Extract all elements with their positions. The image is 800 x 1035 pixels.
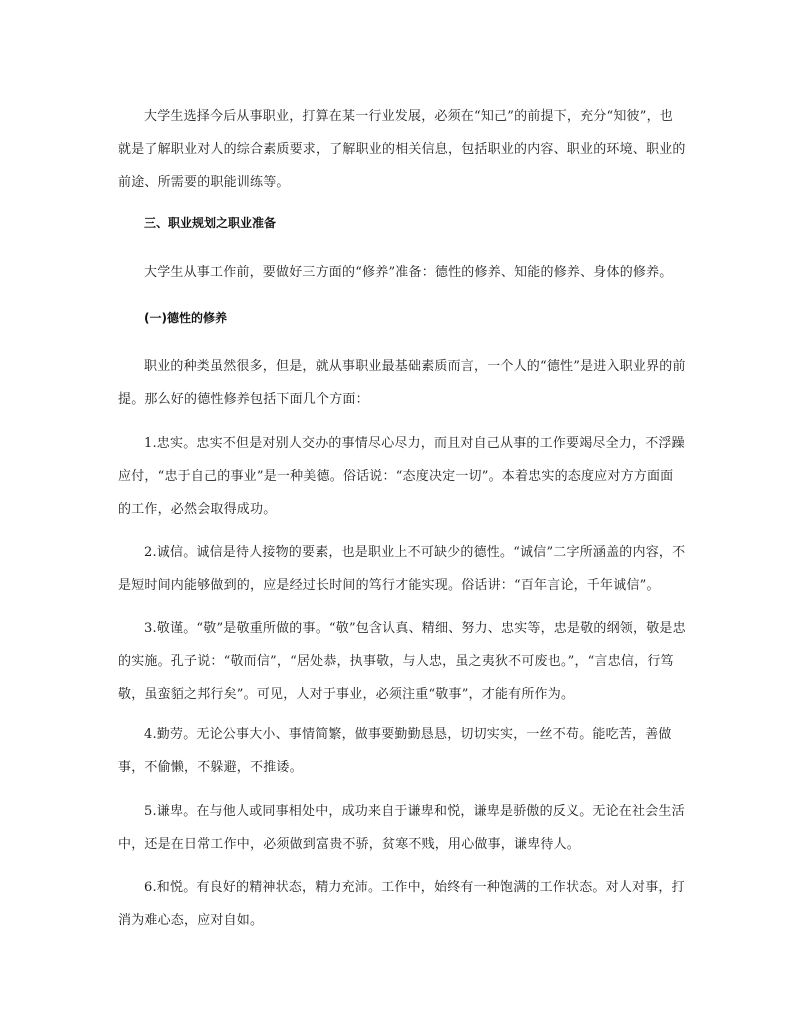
item-humility: 5.谦卑。在与他人或同事相处中，成功来自于谦卑和悦，谦卑是骄傲的反义。无论在社会生活中，还是在日常工作中，必须做到富贵不骄，贫寒不贱，用心做事，谦卑待人。 <box>118 804 685 852</box>
item-loyalty: 1.忠实。忠实不但是对别人交办的事情尽心尽力，而且对自己从事的工作要竭尽全力，不浮躁应付，“忠于自己的事业”是一种美德。俗话说：“态度决定一切”。本着忠实的态度应对方方面面的工作，必然会取得成功。 <box>118 436 685 517</box>
subsection-title: (一)德性的修养 <box>144 311 227 325</box>
intro-paragraph: 大学生选择今后从事职业，打算在某一行业发展，必须在“知己”的前提下，充分“知彼”，也就是了解职业对人的综合素质要求，了解职业的相关信息，包括职业的内容、职业的环境、职业的前途、所需要的职能训练等。 <box>118 109 686 190</box>
item-integrity: 2.诚信。诚信是待人接物的要素，也是职业上不可缺少的德性。“诚信”二字所涵盖的内容，不是短时间内能够做到的，应是经过长时间的笃行才能实现。俗话讲：“百年言论，千年诚信”。 <box>118 545 686 593</box>
item-diligence: 4.勤劳。无论公事大小、事情简繁，做事要勤勤恳恳，切切实实，一丝不苟。能吃苦，善做事，不偷懒，不躲避，不推诿。 <box>118 727 672 775</box>
item-respect: 3.敬谨。“敬”是敬重所做的事。“敬”包含认真、精细、努力、忠实等，忠是敬的纲领，敬是忠的实施。孔子说：“敬而信”，“居处恭，执事敬，与人忠，虽之夷狄不可废也。”，“言忠信，行笃敬，虽蛮貊之邦行矣”。可见，人对于事业，必须注重“敬事”，才能有所作为。 <box>118 621 686 702</box>
section-intro-paragraph: 大学生从事工作前，要做好三方面的“修养”准备：德性的修养、知能的修养、身体的修养。 <box>144 265 673 280</box>
subsection-intro-paragraph: 职业的种类虽然很多，但是，就从事职业最基础素质而言，一个人的“德性”是进入职业界的前提。那么好的德性修养包括下面几个方面： <box>118 359 686 407</box>
item-harmony: 6.和悦。有良好的精神状态，精力充沛。工作中，始终有一种饱满的工作状态。对人对事，打消为难心态，应对自如。 <box>118 880 685 928</box>
section-title: 三、职业规划之职业准备 <box>144 216 277 230</box>
